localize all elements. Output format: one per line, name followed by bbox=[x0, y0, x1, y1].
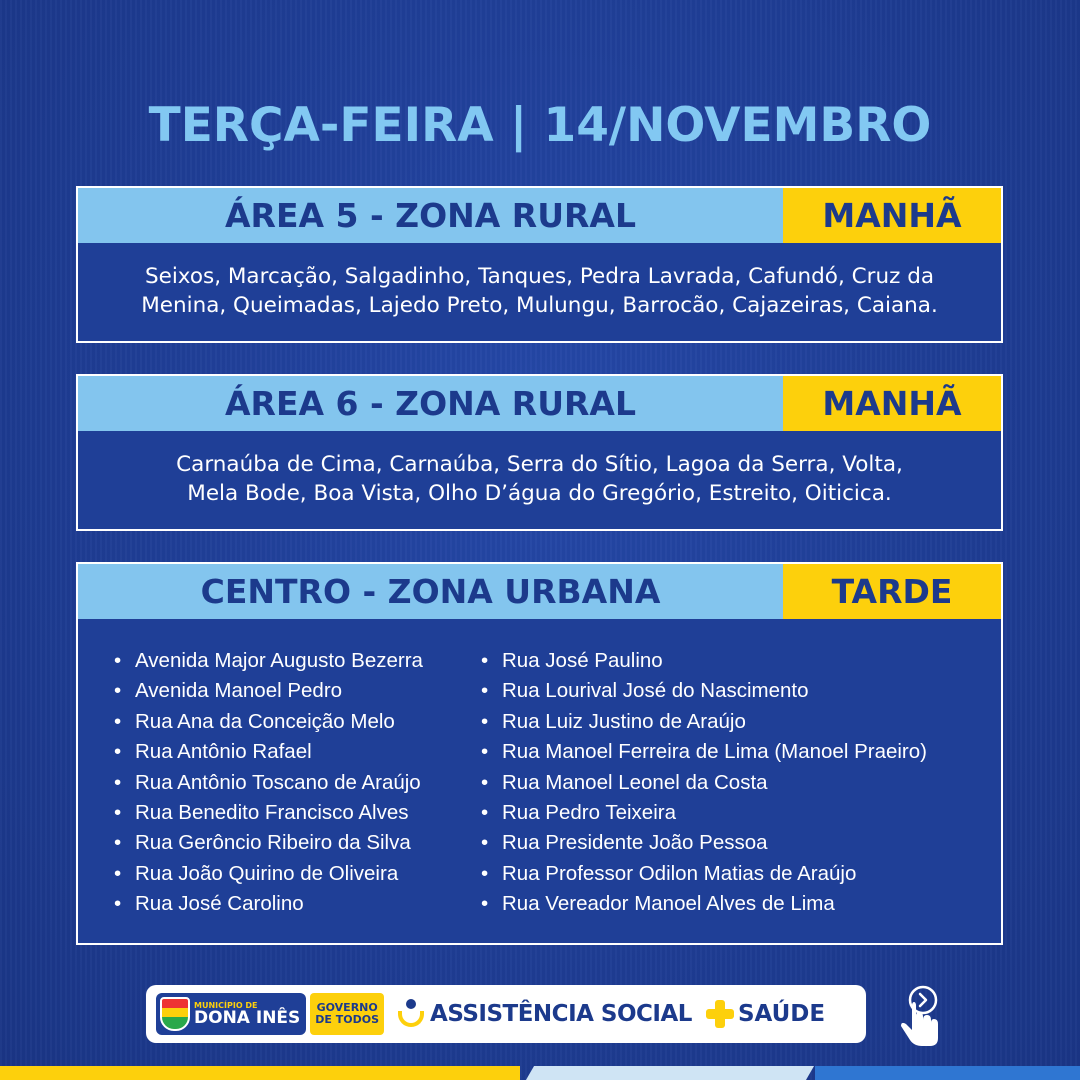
street-name: Rua Professor Odilon Matias de Araújo bbox=[502, 861, 857, 885]
street-name: Rua Antônio Toscano de Araújo bbox=[135, 770, 421, 794]
bullet: • bbox=[114, 892, 122, 916]
bullet: • bbox=[481, 709, 489, 733]
saude-label: SAÚDE bbox=[737, 1001, 826, 1027]
locations-line: Menina, Queimadas, Lajedo Preto, Mulungu, Barrocão, Cajazeiras, Caiana. bbox=[141, 293, 938, 318]
bullet: • bbox=[114, 770, 122, 794]
street-item bbox=[481, 646, 927, 676]
street-name: Avenida Major Augusto Bezerra bbox=[135, 649, 423, 672]
street-item bbox=[114, 646, 481, 676]
bullet: • bbox=[481, 861, 489, 885]
street-name: Rua José Paulino bbox=[502, 649, 663, 672]
street-item bbox=[481, 737, 927, 767]
street-name: Rua Antônio Rafael bbox=[135, 740, 312, 764]
street-name: Rua Luiz Justino de Araújo bbox=[502, 709, 746, 733]
bullet: • bbox=[114, 831, 122, 855]
street-name: Rua Lourival José do Nascimento bbox=[502, 679, 809, 703]
street-item bbox=[114, 768, 481, 798]
street-name: Rua Benedito Francisco Alves bbox=[135, 801, 409, 825]
street-name: Rua Pedro Teixeira bbox=[502, 801, 676, 825]
municipality-logo bbox=[156, 993, 306, 1035]
assistance-icon bbox=[398, 997, 424, 1031]
street-name: Avenida Manoel Pedro bbox=[135, 679, 343, 703]
bullet: • bbox=[114, 861, 122, 885]
street-item bbox=[114, 707, 481, 737]
page-title: TERÇA-FEIRA | 14/NOVEMBRO bbox=[148, 98, 932, 153]
governo-badge bbox=[310, 993, 384, 1035]
street-item bbox=[114, 798, 481, 828]
card-header bbox=[78, 564, 1001, 619]
street-name: Rua Presidente João Pessoa bbox=[502, 831, 768, 855]
locations-line: Seixos, Marcação, Salgadinho, Tanques, Pedra Lavrada, Cafundó, Cruz da bbox=[144, 264, 935, 289]
bullet: • bbox=[114, 709, 122, 733]
period-label: TARDE bbox=[783, 564, 1001, 619]
bottom-stripe-yellow bbox=[0, 1066, 520, 1080]
street-name: Rua Vereador Manoel Alves de Lima bbox=[502, 892, 835, 916]
locations-text bbox=[78, 243, 1001, 320]
health-cross-icon bbox=[706, 1000, 734, 1028]
street-list-right bbox=[481, 646, 927, 920]
governo-line: GOVERNO bbox=[316, 1001, 378, 1014]
governo-line: DE TODOS bbox=[315, 1013, 380, 1026]
period-label: MANHÃ bbox=[783, 376, 1001, 431]
municipality-caption: MUNICÍPIO DE bbox=[194, 1000, 258, 1010]
street-item bbox=[114, 737, 481, 767]
street-name: Rua Manoel Leonel da Costa bbox=[502, 770, 768, 794]
bullet: • bbox=[114, 801, 122, 825]
street-item bbox=[114, 676, 481, 706]
footer-logo-bar bbox=[146, 985, 866, 1043]
bullet: • bbox=[481, 801, 489, 825]
street-item bbox=[481, 859, 927, 889]
bullet: • bbox=[114, 740, 122, 764]
street-item bbox=[114, 889, 481, 919]
bottom-stripe-blue bbox=[815, 1066, 1080, 1080]
street-item bbox=[481, 707, 927, 737]
bullet: • bbox=[114, 679, 122, 703]
locations-line: Mela Bode, Boa Vista, Olho D’água do Gregório, Estreito, Oiticica. bbox=[187, 481, 892, 506]
area-6-card bbox=[76, 374, 1003, 531]
crest-icon bbox=[160, 997, 190, 1031]
area-label: CENTRO - ZONA URBANA bbox=[78, 564, 783, 619]
street-item bbox=[481, 676, 927, 706]
locations-text bbox=[78, 431, 1001, 508]
card-header bbox=[78, 188, 1001, 243]
bullet: • bbox=[481, 679, 489, 703]
swipe-hand-icon bbox=[896, 984, 942, 1048]
street-name: Rua José Carolino bbox=[135, 892, 304, 916]
bullet: • bbox=[481, 770, 489, 794]
assistencia-social-label: ASSISTÊNCIA SOCIAL bbox=[430, 1001, 692, 1027]
bullet: • bbox=[481, 740, 489, 764]
street-name: Rua Manoel Ferreira de Lima (Manoel Praeiro) bbox=[502, 740, 927, 764]
street-item bbox=[114, 859, 481, 889]
centro-card bbox=[76, 562, 1003, 945]
municipality-text bbox=[194, 1002, 300, 1027]
street-item bbox=[114, 828, 481, 858]
street-item bbox=[481, 889, 927, 919]
area-5-card bbox=[76, 186, 1003, 343]
bullet: • bbox=[114, 649, 122, 672]
street-name: Rua Ana da Conceição Melo bbox=[135, 709, 395, 733]
street-name: Rua Gerôncio Ribeiro da Silva bbox=[135, 831, 411, 855]
street-list-left bbox=[114, 646, 481, 920]
street-columns bbox=[78, 619, 1001, 920]
street-item bbox=[481, 768, 927, 798]
bullet: • bbox=[481, 831, 489, 855]
bullet: • bbox=[481, 892, 489, 916]
municipality-name: DONA INÊS bbox=[194, 1007, 301, 1028]
street-item bbox=[481, 828, 927, 858]
street-item bbox=[481, 798, 927, 828]
period-label: MANHÃ bbox=[783, 188, 1001, 243]
area-label: ÁREA 5 - ZONA RURAL bbox=[78, 188, 783, 243]
street-name: Rua João Quirino de Oliveira bbox=[135, 861, 399, 885]
area-label: ÁREA 6 - ZONA RURAL bbox=[78, 376, 783, 431]
card-header bbox=[78, 376, 1001, 431]
bottom-stripe-light bbox=[526, 1066, 814, 1080]
bullet: • bbox=[481, 649, 489, 672]
locations-line: Carnaúba de Cima, Carnaúba, Serra do Sítio, Lagoa da Serra, Volta, bbox=[176, 452, 903, 477]
